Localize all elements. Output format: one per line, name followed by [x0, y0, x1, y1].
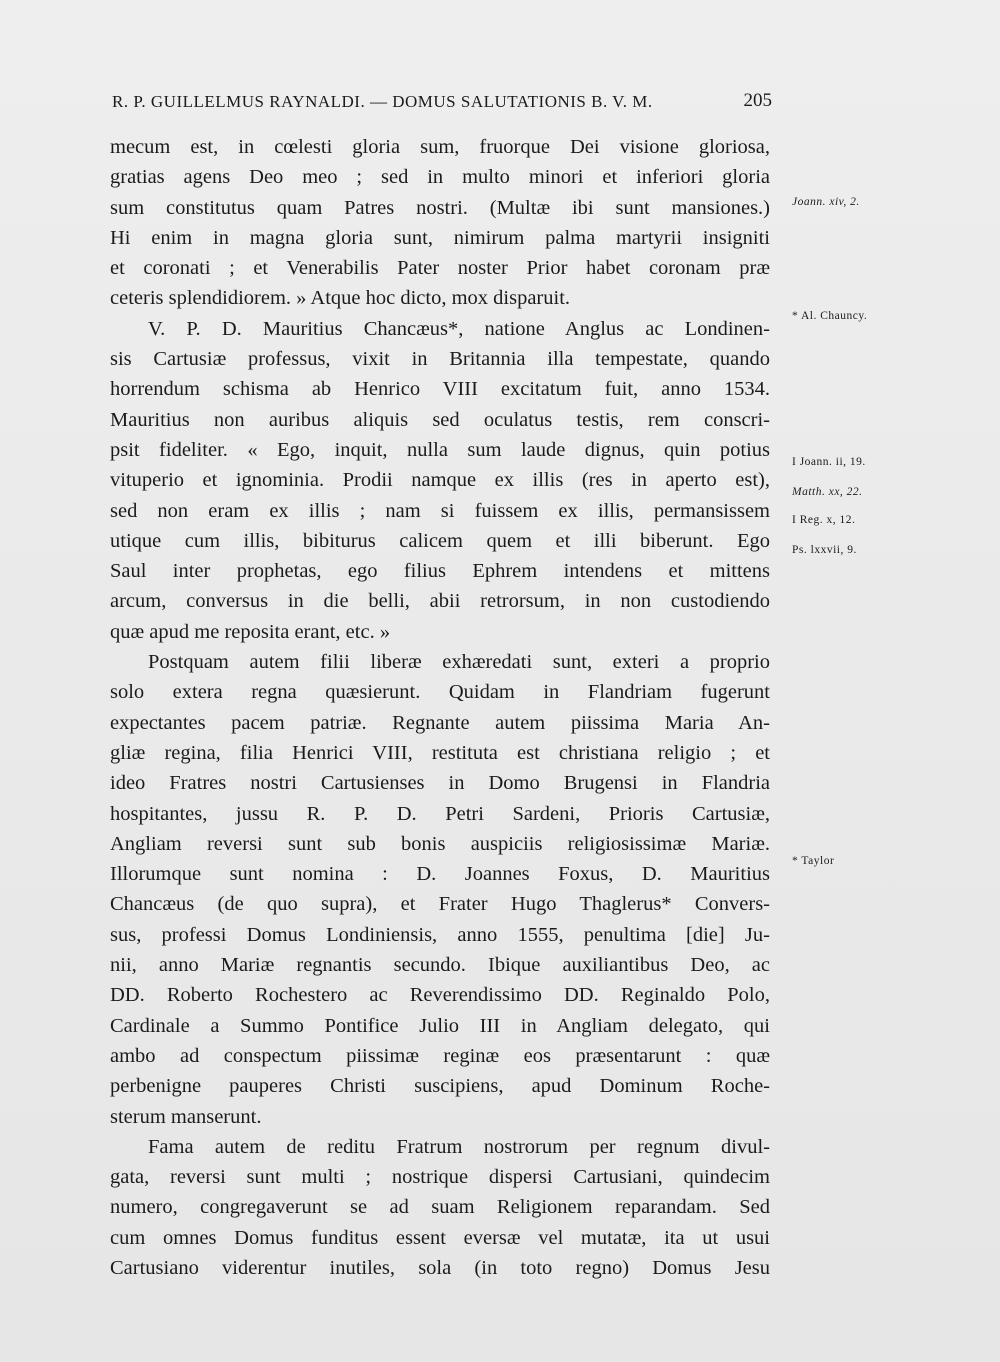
- text-line: Angliam reversi sunt sub bonis auspiciis religiosissimæ Mariæ.: [110, 832, 770, 855]
- text-line: numero, congregaverunt se ad suam Religionem reparandam. Sed: [110, 1196, 770, 1219]
- text-line: quæ apud me reposita erant, etc. »: [110, 620, 391, 643]
- margin-note-taylor: * Taylor: [792, 855, 835, 867]
- running-head-title: R. P. GUILLELMUS RAYNALDI. — DOMUS SALUTATIONIS B. V. M.: [112, 92, 653, 111]
- text-line: perbenigne pauperes Christi suscipiens, apud Dominum Roche-: [110, 1075, 770, 1098]
- margin-note-ps: Ps. lxxvii, 9.: [792, 544, 857, 556]
- text-line: ceteris splendidiorem. » Atque hoc dicto, mox disparuit.: [110, 287, 571, 310]
- margin-note-matth: Matth. xx, 22.: [792, 486, 863, 498]
- text-line: gliæ regina, filia Henrici VIII, restituta est christiana religio ; et: [110, 741, 770, 764]
- text-line: Chancæus (de quo supra), et Frater Hugo Thaglerus* Convers-: [110, 893, 770, 916]
- text-line: Cardinale a Summo Pontifice Julio III in Angliam delegato, qui: [110, 1014, 770, 1037]
- text-line: mecum est, in cœlesti gloria sum, fruorque Dei visione gloriosa,: [110, 136, 770, 158]
- text-line: sum constitutus quam Patres nostri. (Multæ ibi sunt mansiones.): [110, 196, 770, 219]
- text-line: vituperio et ignominia. Prodii namque ex illis (res in aperto est),: [110, 469, 770, 492]
- text-line: Hi enim in magna gloria sunt, nimirum palma martyrii insigniti: [110, 226, 770, 249]
- text-line: Illorumque sunt nomina : D. Joannes Foxus, D. Mauritius: [110, 863, 770, 886]
- margin-note-i-reg: I Reg. x, 12.: [792, 514, 856, 526]
- text-line: gratias agens Deo meo ; sed in multo minori et inferiori gloria: [110, 166, 770, 189]
- text-line: solo extera regna quæsierunt. Quidam in Flandriam fugerunt: [110, 681, 770, 704]
- text-line: Postquam autem filii liberæ exhæredati sunt, exteri a proprio: [148, 651, 770, 674]
- text-line: arcum, conversus in die belli, abii retrorsum, in non custodiendo: [110, 590, 770, 613]
- text-line: Saul inter prophetas, ego filius Ephrem intendens et mittens: [110, 560, 770, 583]
- text-line: sterum manserunt.: [110, 1105, 262, 1128]
- text-line: V. P. D. Mauritius Chancæus*, natione Anglus ac Londinen-: [148, 317, 770, 340]
- text-line: psit fideliter. « Ego, inquit, nulla sum laude dignus, quin potius: [110, 438, 770, 461]
- page-number: 205: [743, 90, 772, 111]
- text-line: DD. Roberto Rochestero ac Reverendissimo DD. Reginaldo Polo,: [110, 984, 770, 1007]
- text-line: utique cum illis, bibiturus calicem quem et illi biberunt. Ego: [110, 529, 770, 552]
- text-line: expectantes pacem patriæ. Regnante autem piissima Maria An-: [110, 711, 770, 734]
- margin-note-i-joann: I Joann. ii, 19.: [792, 456, 866, 468]
- text-line: sed non eram ex illis ; nam si fuissem ex illis, permansissem: [110, 499, 770, 522]
- text-line: hospitantes, jussu R. P. D. Petri Sardeni, Prioris Cartusiæ,: [110, 802, 770, 825]
- body-text: [110, 132, 770, 1283]
- text-line: ambo ad conspectum piissimæ reginæ eos præsentarunt : quæ: [110, 1044, 770, 1067]
- text-line: sus, professi Domus Londiniensis, anno 1555, penultima [die] Ju-: [110, 923, 770, 946]
- text-line: sis Cartusiæ professus, vixit in Britannia illa tempestate, quando: [110, 348, 770, 371]
- margin-note-chauncy: * Al. Chauncy.: [792, 310, 868, 322]
- text-line: horrendum schisma ab Henrico VIII excitatum fuit, anno 1534.: [110, 378, 770, 401]
- text-line: ideo Fratres nostri Cartusienses in Domo Brugensi in Flandria: [110, 772, 770, 795]
- running-head: [112, 92, 772, 112]
- text-line: Cartusiano viderentur inutiles, sola (in toto regno) Domus Jesu: [110, 1256, 770, 1279]
- text-line: et coronati ; et Venerabilis Pater noster Prior habet coronam præ: [110, 257, 770, 280]
- margin-note-joann: Joann. xiv, 2.: [792, 196, 860, 208]
- text-line: Fama autem de reditu Fratrum nostrorum per regnum divul-: [148, 1135, 770, 1158]
- text-line: cum omnes Domus funditus essent eversæ vel mutatæ, ita ut usui: [110, 1226, 770, 1249]
- text-line: gata, reversi sunt multi ; nostrique dispersi Cartusiani, quindecim: [110, 1166, 770, 1189]
- text-line: Mauritius non auribus aliquis sed oculatus testis, rem conscri-: [110, 408, 770, 431]
- text-line: nii, anno Mariæ regnantis secundo. Ibique auxiliantibus Deo, ac: [110, 954, 770, 977]
